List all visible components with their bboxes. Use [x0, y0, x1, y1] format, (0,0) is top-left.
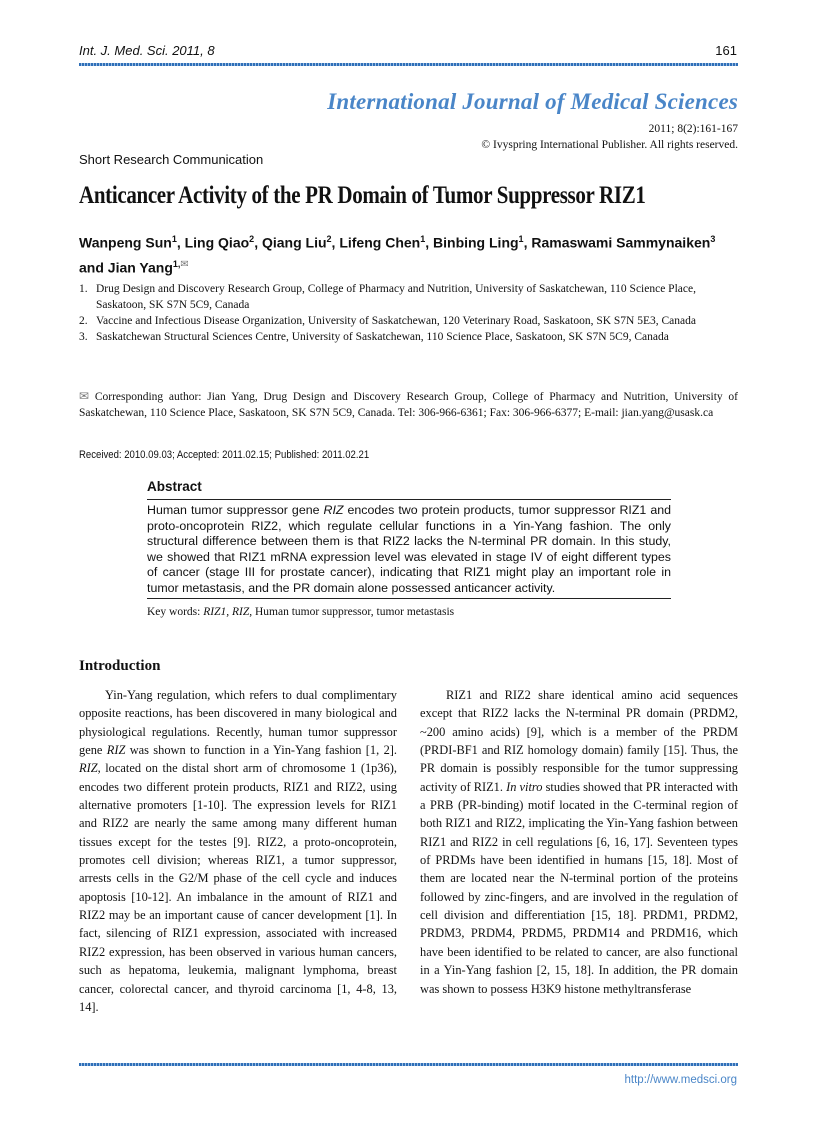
gene-name: RIZ	[106, 743, 126, 758]
section-heading-introduction: Introduction	[79, 658, 161, 674]
author-affiliation-mark: 2	[249, 234, 255, 244]
corresponding-author-text: Corresponding author: Jian Yang, Drug Design and Discovery Research Group, College of Pharmacy and Nutrition, University of Saskatchewan, 110 Science Place, Saskatoon, SK S7N 5C9, Canada. Tel: 306-966-6361; Fax: 306-966-6377; E-mail: jian.yang@usask.ca	[79, 391, 739, 419]
citation-block	[481, 121, 738, 153]
keywords-italic: RIZ1, RIZ,	[203, 606, 253, 618]
publication-dates: Received: 2010.09.03; Accepted: 2011.02.15; Published: 2011.02.21	[79, 449, 370, 461]
header-rule	[79, 63, 738, 66]
author-name: Jian Yang	[107, 259, 173, 276]
author-name: Qiang Liu	[261, 234, 327, 251]
paragraph-text: was shown to function in a Yin-Yang fashion [1, 2].	[125, 743, 397, 758]
affiliation-text: Drug Design and Discovery Research Group, College of Pharmacy and Nutrition, University of Saskatchewan, 110 Science Place, Saskatoon, SK S7N 5C9, Canada	[96, 283, 696, 311]
footer-link[interactable]: http://www.medsci.org	[624, 1074, 737, 1086]
page-number: 161	[715, 43, 737, 58]
footer-rule	[79, 1063, 738, 1066]
abstract-text: encodes two protein products, tumor suppressor RIZ1 and proto-oncoprotein RIZ2, which regulate cellular functions in a Yin-Yang fashion. The only structural difference between them is that RIZ2 lacks the N-terminal PR domain. In this study, we showed that RIZ1 mRNA expression level was elevated in stage IV of eight different types of cancer (stage III for prostate cancer), indicating that RIZ1 might play an important role in tumor metastasis, and the PR domain alone possessed anticancer activity.	[147, 503, 671, 595]
author-affiliation-mark: 1,	[172, 258, 181, 269]
affiliation-text: Saskatchewan Structural Sciences Centre, University of Saskatchewan, 110 Science Place, Saskatoon, SK S7N 5C9, Canada	[96, 331, 669, 343]
body-column-right	[420, 686, 738, 998]
paragraph-text: Yin-Yang regulation, which refers to dual complimentary opposite reactions, has been discovered in many biological and physiological regulations. Recently, human tumor suppressor gene	[79, 688, 397, 758]
keywords	[147, 606, 671, 618]
body-column-left	[79, 686, 397, 1016]
gene-name: RIZ	[323, 503, 344, 517]
affiliation-number: 1.	[79, 283, 88, 295]
author-affiliation-mark: 1	[518, 234, 524, 244]
abstract-box	[147, 479, 671, 618]
journal-logo-title: International Journal of Medical Sciences	[327, 89, 738, 114]
affiliation-number: 2.	[79, 315, 88, 327]
affiliation-number: 3.	[79, 331, 88, 343]
article-type: Short Research Communication	[79, 152, 264, 167]
author-name: Ling Qiao	[184, 234, 250, 251]
author-name: Binbing Ling	[433, 234, 519, 251]
keywords-list: Human tumor suppressor, tumor metastasis	[252, 606, 455, 618]
affiliation-list	[79, 281, 741, 345]
paragraph-text: located on the distal short arm of chromosome 1 (1p36), encodes two different protein products, RIZ1 and RIZ2, using alternative promoters [1-10]. The expression levels for RIZ1 and RIZ2 are nearly the same among many different human tissues except for the testes [9]. RIZ2, a proto-oncoprotein, promotes cell division; whereas RIZ1, a tumor suppressor, arrests cells in the G2/M phase of the cell cycle and induces apoptosis [10-12]. An imbalance in the amount of RIZ1 and RIZ2 may be an important cause of cancer development [1]. In fact, silencing of RIZ1 expression, associated with increased RIZ2 expression, has been observed in various human cancers, such as hepatoma, leukemia, malignant lymphoma, breast cancer, colorectal cancer, and thyroid carcinoma [1, 4-8, 13, 14].	[79, 761, 397, 1014]
keywords-label: Key words:	[147, 606, 204, 618]
author-affiliation-mark: 3	[710, 234, 716, 244]
abstract-text: Human tumor suppressor gene	[147, 503, 324, 517]
gene-name: RIZ,	[79, 761, 101, 776]
abstract-heading: Abstract	[147, 479, 202, 494]
paragraph-text: studies showed that PR interacted with a PRB (PR-binding) motif located in the C-terminal region of both RIZ1 and RIZ2, implicating the Yin-Yang fashion between RIZ1 and RIZ2 in cell regulations [6, 16, 17]. Seventeen types of PRDMs have been identified in humans [15, 18]. Most of them are located near the N-terminal portion of the proteins followed by zinc-fingers, and are involved in the regulation of cell division and differentiation [15, 18]. PRDM1, PRDM2, PRDM3, PRDM4, PRDM5, PRDM14 and PRDM16, which have been identified to be related to cancer, are also functional in a Yin-Yang fashion [2, 15, 18]. In addition, the PR domain was shown to possess H3K9 histone methyltransferase	[420, 779, 738, 996]
affiliation-text: Vaccine and Infectious Disease Organization, University of Saskatchewan, 120 Veterinary Road, Saskatoon, SK S7N 5E3, Canada	[96, 315, 696, 327]
envelope-icon: ✉	[180, 258, 189, 270]
abstract-body	[147, 500, 671, 598]
author-name: Ramaswami Sammynaiken	[531, 234, 711, 251]
author-list: Wanpeng Sun$^1$, Ling Qiao$^2$, Qiang Liu$^2$, Lifeng Chen$^1$, Binbing Ling$^1$, Ramaswami Sammynaiken$^3$ and Jian Yang$^{1,✉}$	[79, 234, 716, 276]
affiliation-item	[79, 313, 741, 329]
running-header-journal: Int. J. Med. Sci. 2011, 8	[79, 43, 215, 58]
paragraph-text: RIZ1 and RIZ2 share identical amino acid sequences except that RIZ2 lacks the N-terminal PR domain (PRDM2, ~200 amino acids) [9], which is a member of the PRDM (PRDI-BF1 and RIZ homology domain) family [15]. Thus, the PR domain is possibly responsible for the tumor suppressing activity of RIZ1.	[420, 688, 738, 794]
copyright-notice: © Ivyspring International Publisher. All rights reserved.	[481, 139, 738, 151]
affiliation-item	[79, 281, 741, 313]
paragraph	[420, 686, 738, 998]
article-title: Anticancer Activity of the PR Domain of Tumor Suppressor RIZ1	[79, 182, 646, 209]
corresponding-author	[79, 388, 738, 421]
author-affiliation-mark: 1	[420, 234, 426, 244]
citation-volume: 2011; 8(2):161-167	[648, 123, 738, 135]
affiliation-item	[79, 329, 741, 345]
envelope-icon: ✉	[79, 389, 90, 403]
abstract-rule-bottom	[147, 598, 671, 599]
author-affiliation-mark: 1	[171, 234, 177, 244]
paragraph	[79, 686, 397, 1016]
author-name: Lifeng Chen	[339, 234, 421, 251]
in-vitro-term: In vitro	[506, 779, 543, 794]
author-affiliation-mark: 2	[326, 234, 332, 244]
author-name: Wanpeng Sun	[79, 234, 172, 251]
